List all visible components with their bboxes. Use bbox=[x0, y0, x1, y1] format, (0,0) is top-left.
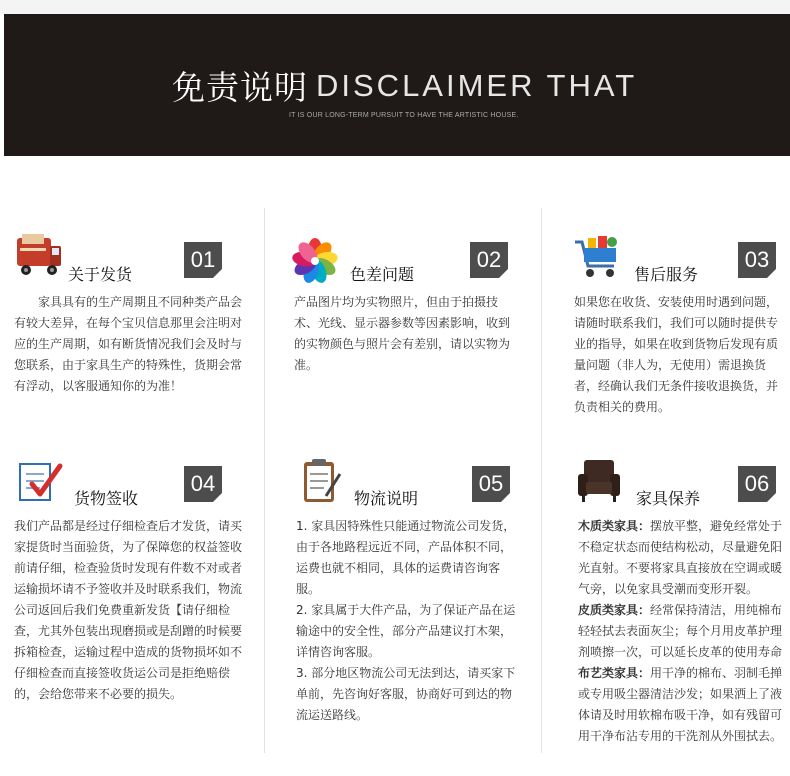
maintenance-item bbox=[578, 663, 788, 747]
section-title-shipping: 关于发货 bbox=[68, 265, 133, 284]
column-divider bbox=[264, 208, 265, 753]
section-title-logistics: 物流说明 bbox=[354, 489, 419, 508]
logistics-item: 3. 部分地区物流公司无法到达，请买家下单前，先咨询好客服，协商好可到达的物流运送路线。 bbox=[296, 666, 516, 722]
section-title-color: 色差问题 bbox=[350, 265, 415, 284]
shopping-cart-icon bbox=[572, 232, 622, 282]
armchair-icon bbox=[574, 456, 624, 506]
section-text-logistics bbox=[296, 516, 518, 726]
maintenance-text: 摆放平整，避免经常处于不稳定状态而使结构松动，尽量避免阳光直射。不要将家具直接放在空调或暖气旁，以免家具受潮而变形开裂。 bbox=[578, 519, 783, 596]
color-wheel-icon bbox=[290, 236, 340, 286]
maintenance-label: 木质类家具： bbox=[578, 519, 651, 533]
section-number-badge: 02 bbox=[470, 242, 508, 278]
section-text-shipping: 家具具有的生产周期且不同种类产品会有较大差异，在每个宝贝信息那里会注明对应的生产周期，如有断货情况我们会及时与您联系，由于家具生产的特殊性，货期会常有浮动，以客服通知你的为准！ bbox=[14, 295, 243, 393]
section-title-aftersales: 售后服务 bbox=[634, 265, 699, 284]
banner-title bbox=[172, 62, 637, 109]
section-number-badge: 06 bbox=[738, 466, 776, 502]
logistics-item: 2. 家具属于大件产品，为了保证产品在运输途中的安全性，部分产品建议打木架，详情咨询客服。 bbox=[296, 603, 516, 659]
maintenance-text: 经常保持清洁，用纯棉布轻轻拭去表面灰尘；每个月用皮革护理剂喷擦一次，可以延长皮革的使用寿命 bbox=[578, 603, 783, 659]
maintenance-label: 皮质类家具： bbox=[578, 603, 651, 617]
banner-title-cn: 免责说明 bbox=[172, 68, 308, 107]
top-band bbox=[0, 0, 790, 14]
section-title-receipt: 货物签收 bbox=[74, 489, 139, 508]
delivery-truck-icon bbox=[14, 232, 64, 282]
section-text-color: 产品图片均为实物照片，但由于拍摄技术、光线、显示器参数等因素影响，收到的实物颜色与照片会有差别，请以实物为准。 bbox=[294, 295, 511, 372]
maintenance-text: 用干净的棉布、羽制毛掸或专用吸尘器清洁沙发；如果洒上了液体请及时用软棉布吸干净，如有残留可用干净布沾专用的干洗剂从外围拭去。 bbox=[578, 666, 783, 743]
section-text-maintenance bbox=[578, 516, 788, 747]
section-number-badge: 04 bbox=[184, 466, 222, 502]
section-text-receipt: 我们产品都是经过仔细检查后才发货，请买家提货时当面验货，为了保障您的权益签收前请仔细，检查验货时发现有件数不对或者运输损坏请不予签收并及时联系我们，物流公司返回后我们免费重新发货【请仔细检查，尤其外包装出现磨损或是刮蹭的时候要拆箱检查，运输过程中造成的货物损坏如不仔细检查而直接签收货运公司是拒绝赔偿的，会给您带来不必要的损失。 bbox=[14, 519, 243, 701]
maintenance-item bbox=[578, 600, 788, 663]
clipboard-icon bbox=[296, 456, 346, 506]
section-text-aftersales: 如果您在收货、安装使用时遇到问题，请随时联系我们，我们可以随时提供专业的指导，如果在收到货物后发现有质量问题（非人为，无使用）需退换货者，经确认我们无条件接收退换货，并负责相关的费用。 bbox=[574, 295, 779, 414]
section-number-badge: 01 bbox=[184, 242, 222, 278]
logistics-item: 1. 家具因特殊性只能通过物流公司发货，由于各地路程远近不同，产品体积不同，运费也就不相同，具体的运费请咨询客服。 bbox=[296, 519, 516, 596]
maintenance-item bbox=[578, 516, 788, 600]
banner-title-en: DISCLAIMER THAT bbox=[316, 67, 638, 103]
section-number-badge: 03 bbox=[738, 242, 776, 278]
section-number-badge: 05 bbox=[472, 466, 510, 502]
column-divider bbox=[541, 208, 542, 753]
banner-subtitle: IT IS OUR LONG-TERM PURSUIT TO HAVE THE ARTISTIC HOUSE. bbox=[289, 112, 519, 119]
checklist-icon bbox=[14, 458, 64, 508]
section-title-maintenance: 家具保养 bbox=[636, 489, 701, 508]
maintenance-label: 布艺类家具： bbox=[578, 666, 651, 680]
